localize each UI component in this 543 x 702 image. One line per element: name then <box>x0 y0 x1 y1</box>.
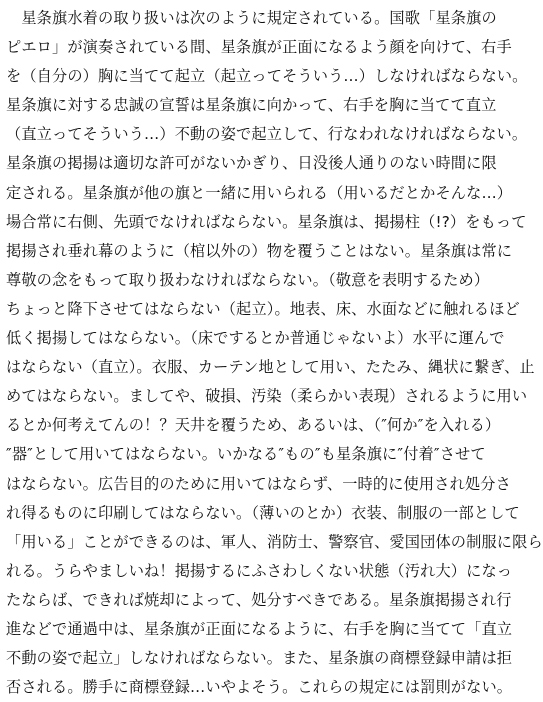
text-line: れる。うらやましいね！掲揚するにふさわしくない状態（汚れ大）になっ <box>6 561 513 580</box>
text-line: 尊敬の念をもって取り扱わなければならない。（敬意を表明するため） <box>6 270 490 289</box>
text-line: ちょっと降下させてはならない（起立）。地表、床、水面などに触れるほど <box>6 299 520 318</box>
text-line: （直立ってそういう…）不動の姿で起立して、行なわれなければならない。 <box>6 125 528 144</box>
text-line: 星条旗に対する忠誠の宣誓は星条旗に向かって、右手を胸に当てて直立 <box>6 96 497 115</box>
text-line: はならない（直立）。衣服、カーテン地として用い、たたみ、縄状に繋ぎ、止 <box>6 358 535 377</box>
text-line: 星条旗の掲揚は適切な許可がないかぎり、日没後人通りのない時間に限 <box>6 154 497 173</box>
text-line: 定される。星条旗が他の旗と一緒に用いられる（用いるだとかそんな…） <box>6 183 513 202</box>
text-line: を（自分の）胸に当てて起立（起立ってそういう…）しなければならない。 <box>6 67 528 86</box>
body-text <box>6 4 543 702</box>
text-line: 「用いる」ことができるのは、軍人、消防士、警察官、愛国団体の制服に限ら <box>6 532 543 551</box>
text-line: めてはならない。ましてや、破損、汚染（柔らかい表現）されるように用い <box>6 387 528 406</box>
text-line: 星条旗水着の取り扱いは次のように規定されている。国歌「星条旗の <box>6 9 497 27</box>
text-line: 否される。勝手に商標登録…いやよそう。これらの規定には罰則がない。 <box>6 678 513 697</box>
text-line: はならない。広告目的のために用いてはならず、一時的に使用され処分さ <box>6 474 511 493</box>
text-line: るとか何考えてんの！？天井を覆うため、あるいは、（″何か″を入れる） <box>6 416 501 435</box>
text-line: 不動の姿で起立」しなければならない。また、星条旗の商標登録申請は拒 <box>6 649 513 668</box>
text-line: たならば、できれば焼却によって、処分すべきである。星条旗掲揚され行 <box>6 590 512 609</box>
text-line: 掲揚され垂れ幕のように（棺以外の）物を覆うことはない。星条旗は常に <box>6 241 513 260</box>
text-line: ピエロ」が演奏されている間、星条旗が正面になるよう顔を向けて、右手 <box>6 38 512 57</box>
text-line: ″器″として用いてはならない。いかなる″もの″も星条旗に″付着″させて <box>6 445 486 464</box>
text-line: 進などで通過中は、星条旗が正面になるように、右手を胸に当てて「直立 <box>6 619 513 638</box>
text-line: れ得るものに印刷してはならない。（薄いのとか）衣装、制服の一部として <box>6 503 520 522</box>
text-line: 低く掲揚してはならない。（床でするとか普通じゃないよ）水平に運んで <box>6 329 505 348</box>
text-line: 場合常に右側、先頭でなければならない。星条旗は、掲揚柱（!?）をもって <box>6 212 527 231</box>
